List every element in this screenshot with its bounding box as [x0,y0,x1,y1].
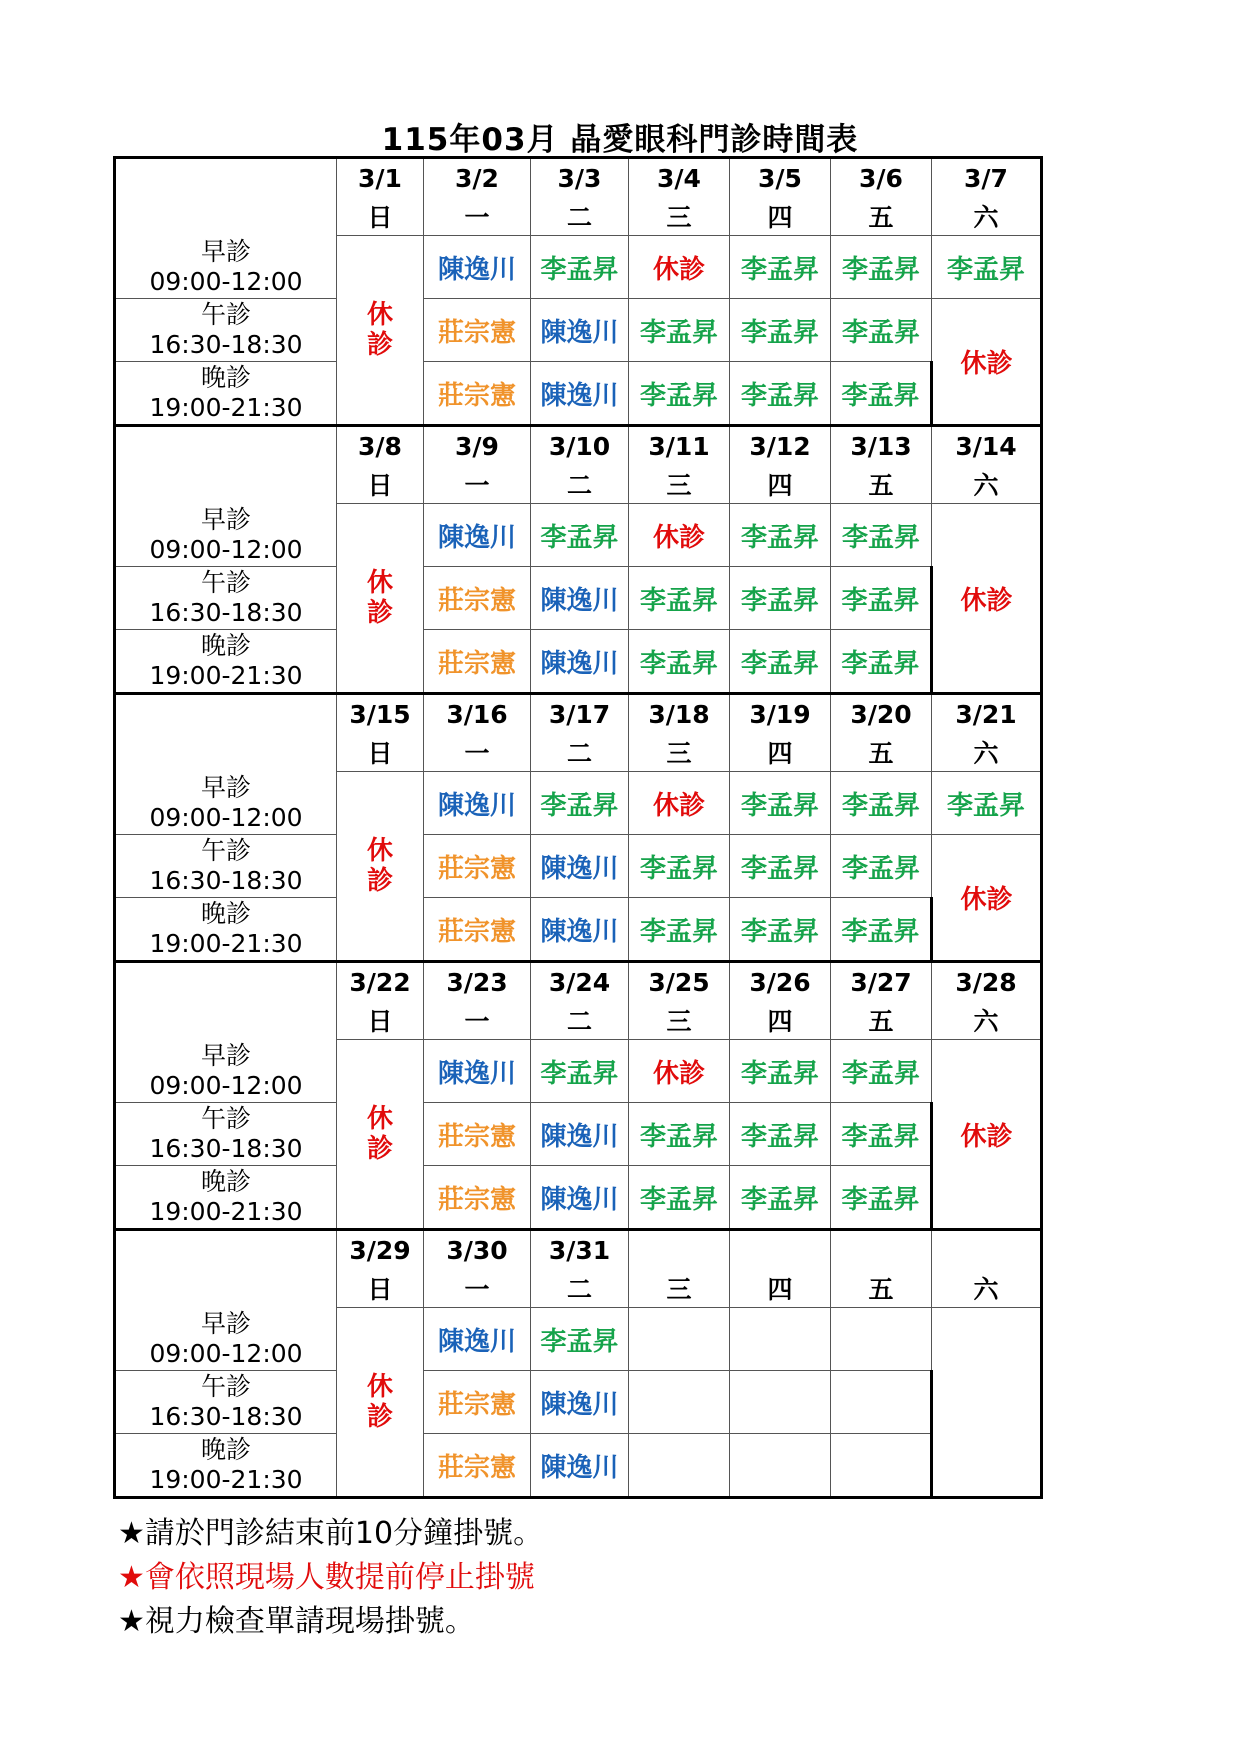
slot-time: 16:30-18:30 [149,866,303,895]
slot-name: 早診 [200,1308,251,1338]
header-blank [115,426,337,504]
doctor-cell: 陳逸川 [424,504,531,567]
slot-name: 午診 [200,568,251,597]
slot-time: 16:30-18:30 [149,598,303,627]
slot-row [115,835,1042,898]
weekday-cell: 二 [531,733,629,772]
weekday-cell: 三 [629,733,730,772]
date-cell: 3/8 [337,426,424,466]
date-cell: 3/12 [730,426,831,466]
doctor-cell: 陳逸川 [531,1166,629,1230]
slot-name: 早診 [200,236,251,266]
week-header-dates [115,158,1042,198]
slot-row [115,1103,1042,1166]
doctor-cell: 李孟昇 [531,236,629,299]
slot-time: 09:00-12:00 [149,1338,303,1368]
doctor-cell: 莊宗憲 [424,567,531,630]
slot-row [115,504,1042,567]
slot-name: 午診 [200,1104,251,1133]
doctor-cell [629,1434,730,1498]
weekday-cell: 四 [730,465,831,504]
closed-char: 診 [366,1134,393,1164]
slot-row [115,898,1042,962]
saturday-closed: 休診 [932,504,1042,694]
doctor-cell: 陳逸川 [531,898,629,962]
doctor-cell [730,1371,831,1434]
slot-label [115,567,337,630]
slot-name: 早診 [200,1040,251,1070]
slot-label [115,362,337,426]
doctor-cell: 李孟昇 [932,236,1042,299]
slot-name: 午診 [200,1372,251,1401]
weekday-cell: 二 [531,465,629,504]
slot-row [115,299,1042,362]
slot-row [115,1308,1042,1371]
doctor-cell: 李孟昇 [531,772,629,835]
slot-time: 09:00-12:00 [149,266,303,296]
weekday-cell: 四 [730,733,831,772]
doctor-cell: 陳逸川 [531,835,629,898]
slot-row [115,236,1042,299]
weekday-cell: 三 [629,197,730,236]
doctor-cell: 李孟昇 [831,898,932,962]
slot-label [115,1103,337,1166]
doctor-cell [831,1434,932,1498]
slot-name: 晚診 [200,899,251,928]
doctor-cell: 休診 [629,504,730,567]
slot-label [115,504,337,567]
doctor-cell: 李孟昇 [730,898,831,962]
doctor-cell: 李孟昇 [730,236,831,299]
doctor-cell: 莊宗憲 [424,362,531,426]
doctor-cell: 李孟昇 [730,1103,831,1166]
header-blank [115,1230,337,1308]
doctor-cell: 李孟昇 [831,1103,932,1166]
date-cell: 3/11 [629,426,730,466]
weekday-cell: 二 [531,197,629,236]
weekday-cell: 一 [424,1269,531,1308]
doctor-cell: 李孟昇 [831,772,932,835]
slot-label [115,1308,337,1371]
date-cell: 3/20 [831,694,932,734]
doctor-cell: 李孟昇 [831,1040,932,1103]
doctor-cell: 李孟昇 [831,299,932,362]
doctor-cell: 陳逸川 [531,1434,629,1498]
doctor-cell [831,1308,932,1371]
doctor-cell: 李孟昇 [831,567,932,630]
date-cell: 3/18 [629,694,730,734]
weekday-cell: 六 [932,1001,1042,1040]
slot-row [115,1040,1042,1103]
slot-row [115,772,1042,835]
doctor-cell: 休診 [629,1040,730,1103]
date-cell: 3/23 [424,962,531,1002]
slot-time: 16:30-18:30 [149,1402,303,1431]
slot-time: 16:30-18:30 [149,1134,303,1163]
weekday-cell: 四 [730,197,831,236]
weekday-cell: 日 [337,465,424,504]
header-blank [115,158,337,236]
date-cell: 3/19 [730,694,831,734]
date-cell: 3/15 [337,694,424,734]
weekday-cell: 六 [932,197,1042,236]
slot-time: 09:00-12:00 [149,534,303,564]
slot-label [115,1434,337,1498]
slot-name: 午診 [200,300,251,329]
doctor-cell: 莊宗憲 [424,1103,531,1166]
sunday-closed [337,772,424,962]
doctor-cell: 陳逸川 [531,1103,629,1166]
doctor-cell: 李孟昇 [730,504,831,567]
weekday-cell: 四 [730,1001,831,1040]
weekday-cell: 一 [424,733,531,772]
date-cell: 3/7 [932,158,1042,198]
note-3: ★視力檢查單請現場掛號。 [118,1604,475,1639]
weekday-cell: 五 [831,733,932,772]
notes [118,1512,543,1644]
doctor-cell: 李孟昇 [831,835,932,898]
date-cell: 3/14 [932,426,1042,466]
date-cell: 3/1 [337,158,424,198]
date-cell [730,1230,831,1270]
doctor-cell: 李孟昇 [730,630,831,694]
doctor-cell: 陳逸川 [424,236,531,299]
closed-char: 休 [366,1372,393,1402]
slot-time: 09:00-12:00 [149,1070,303,1100]
slot-label [115,898,337,962]
weekday-cell: 二 [531,1001,629,1040]
doctor-cell [629,1308,730,1371]
doctor-cell: 陳逸川 [531,299,629,362]
week-header-dates [115,426,1042,466]
closed-char: 診 [366,1402,393,1432]
saturday-closed: 休診 [932,299,1042,426]
doctor-cell: 李孟昇 [629,362,730,426]
sunday-closed [337,504,424,694]
closed-char: 診 [366,330,393,360]
weekday-cell: 六 [932,733,1042,772]
date-cell: 3/22 [337,962,424,1002]
slot-name: 晚診 [200,1167,251,1196]
date-cell: 3/30 [424,1230,531,1270]
doctor-cell: 休診 [629,236,730,299]
doctor-cell: 李孟昇 [629,299,730,362]
doctor-cell: 李孟昇 [730,362,831,426]
weekday-cell: 五 [831,465,932,504]
doctor-cell: 李孟昇 [730,567,831,630]
date-cell: 3/6 [831,158,932,198]
date-cell: 3/17 [531,694,629,734]
slot-row [115,567,1042,630]
slot-label [115,1166,337,1230]
weekday-cell: 五 [831,197,932,236]
slot-time: 19:00-21:30 [149,1197,303,1226]
slot-time: 09:00-12:00 [149,802,303,832]
doctor-cell: 李孟昇 [629,630,730,694]
doctor-cell: 莊宗憲 [424,835,531,898]
doctor-cell: 李孟昇 [531,1040,629,1103]
slot-row [115,1371,1042,1434]
slot-time: 19:00-21:30 [149,661,303,690]
doctor-cell: 莊宗憲 [424,1371,531,1434]
doctor-cell [730,1434,831,1498]
slot-label [115,630,337,694]
date-cell: 3/3 [531,158,629,198]
doctor-cell: 陳逸川 [424,772,531,835]
slot-name: 早診 [200,772,251,802]
date-cell: 3/24 [531,962,629,1002]
closed-char: 休 [366,836,393,866]
doctor-cell: 莊宗憲 [424,1166,531,1230]
slot-label [115,835,337,898]
doctor-cell: 李孟昇 [730,772,831,835]
doctor-cell: 陳逸川 [531,630,629,694]
weekday-cell: 二 [531,1269,629,1308]
weekday-cell: 日 [337,1001,424,1040]
note-1: ★請於門診結束前10分鐘掛號。 [118,1516,544,1551]
date-cell: 3/2 [424,158,531,198]
doctor-cell [629,1371,730,1434]
date-cell: 3/9 [424,426,531,466]
doctor-cell: 陳逸川 [424,1308,531,1371]
slot-name: 早診 [200,504,251,534]
date-cell: 3/25 [629,962,730,1002]
closed-char: 診 [366,866,393,896]
weekday-cell: 四 [730,1269,831,1308]
doctor-cell: 李孟昇 [831,236,932,299]
doctor-cell: 陳逸川 [531,1371,629,1434]
date-cell: 3/31 [531,1230,629,1270]
doctor-cell: 莊宗憲 [424,630,531,694]
date-cell: 3/28 [932,962,1042,1002]
doctor-cell: 李孟昇 [531,504,629,567]
slot-time: 16:30-18:30 [149,330,303,359]
doctor-cell: 李孟昇 [531,1308,629,1371]
weekday-cell: 五 [831,1001,932,1040]
date-cell: 3/4 [629,158,730,198]
date-cell [932,1230,1042,1270]
closed-char: 休 [366,300,393,330]
weekday-cell: 六 [932,465,1042,504]
doctor-cell: 莊宗憲 [424,898,531,962]
weekday-cell: 一 [424,1001,531,1040]
slot-label [115,772,337,835]
doctor-cell [730,1308,831,1371]
page-title: 115年03月 晶愛眼科門診時間表 [381,122,859,158]
slot-label [115,299,337,362]
doctor-cell: 休診 [629,772,730,835]
doctor-cell: 李孟昇 [629,567,730,630]
weekday-cell: 三 [629,465,730,504]
date-cell: 3/27 [831,962,932,1002]
doctor-cell [831,1371,932,1434]
slot-row [115,630,1042,694]
doctor-cell: 李孟昇 [730,835,831,898]
slot-label [115,236,337,299]
saturday-closed: 休診 [932,1040,1042,1230]
doctor-cell: 李孟昇 [831,362,932,426]
slot-time: 19:00-21:30 [149,1465,303,1494]
saturday-blank [932,1308,1042,1498]
doctor-cell: 李孟昇 [629,898,730,962]
weekday-cell: 三 [629,1269,730,1308]
slot-row [115,362,1042,426]
date-cell: 3/16 [424,694,531,734]
slot-time: 19:00-21:30 [149,929,303,958]
date-cell: 3/10 [531,426,629,466]
closed-char: 休 [366,568,393,598]
weekday-cell: 日 [337,197,424,236]
sunday-closed [337,1308,424,1498]
header-blank [115,962,337,1040]
weekday-cell: 日 [337,733,424,772]
note-2: ★會依照現場人數提前停止掛號 [118,1560,535,1595]
weekday-cell: 六 [932,1269,1042,1308]
header-blank [115,694,337,772]
doctor-cell: 李孟昇 [932,772,1042,835]
doctor-cell: 李孟昇 [629,1103,730,1166]
weekday-cell: 一 [424,197,531,236]
weekday-cell: 一 [424,465,531,504]
doctor-cell: 陳逸川 [424,1040,531,1103]
weekday-cell: 五 [831,1269,932,1308]
date-cell [831,1230,932,1270]
slot-row [115,1166,1042,1230]
doctor-cell: 莊宗憲 [424,299,531,362]
doctor-cell: 陳逸川 [531,567,629,630]
doctor-cell: 李孟昇 [629,1166,730,1230]
slot-name: 晚診 [200,1435,251,1464]
date-cell: 3/5 [730,158,831,198]
date-cell: 3/29 [337,1230,424,1270]
week-header-dates [115,694,1042,734]
slot-label [115,1040,337,1103]
slot-label [115,1371,337,1434]
weekday-cell: 三 [629,1001,730,1040]
doctor-cell: 李孟昇 [730,1166,831,1230]
week-header-dates [115,962,1042,1002]
doctor-cell: 李孟昇 [831,1166,932,1230]
slot-name: 晚診 [200,363,251,392]
saturday-closed: 休診 [932,835,1042,962]
slot-row [115,1434,1042,1498]
slot-name: 午診 [200,836,251,865]
doctor-cell: 李孟昇 [629,835,730,898]
doctor-cell: 莊宗憲 [424,1434,531,1498]
slot-name: 晚診 [200,631,251,660]
date-cell: 3/13 [831,426,932,466]
closed-char: 診 [366,598,393,628]
doctor-cell: 李孟昇 [730,1040,831,1103]
doctor-cell: 李孟昇 [730,299,831,362]
date-cell [629,1230,730,1270]
doctor-cell: 李孟昇 [831,504,932,567]
week-header-dates [115,1230,1042,1270]
schedule-table [113,156,1043,1499]
date-cell: 3/26 [730,962,831,1002]
sunday-closed [337,1040,424,1230]
weekday-cell: 日 [337,1269,424,1308]
sunday-closed [337,236,424,426]
slot-time: 19:00-21:30 [149,393,303,422]
doctor-cell: 李孟昇 [831,630,932,694]
closed-char: 休 [366,1104,393,1134]
doctor-cell: 陳逸川 [531,362,629,426]
date-cell: 3/21 [932,694,1042,734]
